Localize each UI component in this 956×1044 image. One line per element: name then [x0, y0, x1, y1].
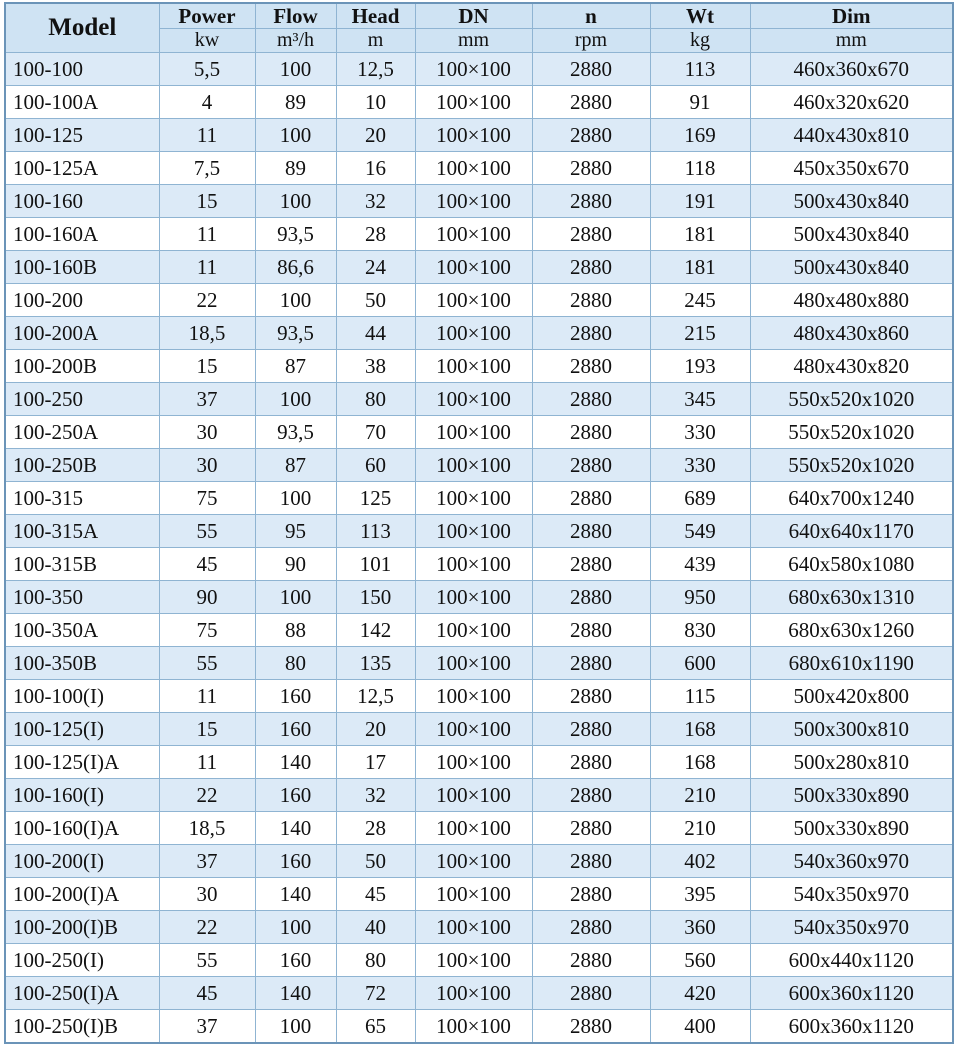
cell-flow: 100: [255, 53, 336, 86]
cell-power: 11: [159, 119, 255, 152]
cell-flow: 140: [255, 878, 336, 911]
cell-head: 113: [336, 515, 415, 548]
cell-wt: 210: [650, 779, 750, 812]
cell-flow: 160: [255, 713, 336, 746]
cell-power: 7,5: [159, 152, 255, 185]
cell-n: 2880: [532, 944, 650, 977]
cell-power: 4: [159, 86, 255, 119]
cell-wt: 210: [650, 812, 750, 845]
table-row: [5, 647, 953, 680]
table-row: [5, 581, 953, 614]
table-row: [5, 1010, 953, 1044]
cell-n: 2880: [532, 185, 650, 218]
cell-dim: 540x350x970: [750, 878, 953, 911]
cell-power: 55: [159, 515, 255, 548]
table-row: [5, 185, 953, 218]
cell-power: 11: [159, 680, 255, 713]
cell-n: 2880: [532, 284, 650, 317]
cell-head: 17: [336, 746, 415, 779]
cell-flow: 100: [255, 119, 336, 152]
cell-dn: 100×100: [415, 548, 532, 581]
column-unit-flow: m³/h: [255, 29, 336, 53]
cell-power: 37: [159, 845, 255, 878]
cell-n: 2880: [532, 218, 650, 251]
cell-head: 80: [336, 383, 415, 416]
cell-wt: 168: [650, 713, 750, 746]
cell-dim: 480x480x880: [750, 284, 953, 317]
table-row: [5, 713, 953, 746]
cell-dim: 640x580x1080: [750, 548, 953, 581]
cell-dim: 500x430x840: [750, 218, 953, 251]
table-header: [5, 3, 953, 53]
cell-dn: 100×100: [415, 119, 532, 152]
cell-dim: 680x610x1190: [750, 647, 953, 680]
cell-flow: 93,5: [255, 416, 336, 449]
cell-model: 100-200A: [5, 317, 159, 350]
cell-flow: 90: [255, 548, 336, 581]
cell-flow: 100: [255, 383, 336, 416]
cell-n: 2880: [532, 614, 650, 647]
cell-n: 2880: [532, 581, 650, 614]
cell-n: 2880: [532, 251, 650, 284]
table-row: [5, 977, 953, 1010]
cell-dn: 100×100: [415, 350, 532, 383]
cell-head: 32: [336, 185, 415, 218]
cell-dim: 680x630x1310: [750, 581, 953, 614]
cell-wt: 400: [650, 1010, 750, 1044]
cell-power: 11: [159, 251, 255, 284]
cell-dn: 100×100: [415, 680, 532, 713]
table-row: [5, 383, 953, 416]
cell-n: 2880: [532, 86, 650, 119]
cell-dn: 100×100: [415, 746, 532, 779]
cell-power: 30: [159, 416, 255, 449]
table-row: [5, 944, 953, 977]
cell-dim: 440x430x810: [750, 119, 953, 152]
cell-wt: 420: [650, 977, 750, 1010]
cell-dim: 500x430x840: [750, 185, 953, 218]
cell-model: 100-250: [5, 383, 159, 416]
cell-n: 2880: [532, 548, 650, 581]
cell-n: 2880: [532, 383, 650, 416]
cell-n: 2880: [532, 647, 650, 680]
cell-wt: 950: [650, 581, 750, 614]
cell-power: 90: [159, 581, 255, 614]
cell-dim: 500x330x890: [750, 812, 953, 845]
cell-head: 125: [336, 482, 415, 515]
column-unit-wt: kg: [650, 29, 750, 53]
cell-head: 44: [336, 317, 415, 350]
cell-model: 100-100A: [5, 86, 159, 119]
table-row: [5, 482, 953, 515]
table-row: [5, 779, 953, 812]
column-header-dn: DN: [415, 3, 532, 29]
cell-wt: 330: [650, 449, 750, 482]
cell-wt: 115: [650, 680, 750, 713]
cell-wt: 395: [650, 878, 750, 911]
cell-n: 2880: [532, 845, 650, 878]
cell-model: 100-315: [5, 482, 159, 515]
cell-flow: 100: [255, 911, 336, 944]
cell-head: 70: [336, 416, 415, 449]
cell-head: 45: [336, 878, 415, 911]
cell-dn: 100×100: [415, 152, 532, 185]
cell-head: 10: [336, 86, 415, 119]
cell-model: 100-125: [5, 119, 159, 152]
cell-dn: 100×100: [415, 449, 532, 482]
cell-n: 2880: [532, 1010, 650, 1044]
column-header-head: Head: [336, 3, 415, 29]
cell-dim: 600x440x1120: [750, 944, 953, 977]
cell-wt: 169: [650, 119, 750, 152]
cell-model: 100-200(I): [5, 845, 159, 878]
column-unit-head: m: [336, 29, 415, 53]
table-row: [5, 152, 953, 185]
table-row: [5, 86, 953, 119]
cell-n: 2880: [532, 515, 650, 548]
cell-flow: 87: [255, 350, 336, 383]
cell-dn: 100×100: [415, 812, 532, 845]
cell-wt: 245: [650, 284, 750, 317]
cell-power: 11: [159, 218, 255, 251]
cell-model: 100-100: [5, 53, 159, 86]
table-row: [5, 350, 953, 383]
cell-wt: 360: [650, 911, 750, 944]
table-row: [5, 317, 953, 350]
cell-wt: 830: [650, 614, 750, 647]
cell-n: 2880: [532, 713, 650, 746]
cell-dim: 500x300x810: [750, 713, 953, 746]
cell-model: 100-160B: [5, 251, 159, 284]
cell-head: 20: [336, 119, 415, 152]
table-row: [5, 284, 953, 317]
cell-power: 37: [159, 1010, 255, 1044]
table-row: [5, 119, 953, 152]
cell-dim: 450x350x670: [750, 152, 953, 185]
cell-n: 2880: [532, 152, 650, 185]
cell-flow: 140: [255, 746, 336, 779]
cell-wt: 330: [650, 416, 750, 449]
cell-wt: 91: [650, 86, 750, 119]
cell-model: 100-200B: [5, 350, 159, 383]
cell-model: 100-100(I): [5, 680, 159, 713]
column-header-dim: Dim: [750, 3, 953, 29]
cell-n: 2880: [532, 449, 650, 482]
cell-flow: 160: [255, 845, 336, 878]
cell-n: 2880: [532, 53, 650, 86]
cell-dim: 600x360x1120: [750, 977, 953, 1010]
cell-dim: 640x640x1170: [750, 515, 953, 548]
cell-model: 100-125(I)A: [5, 746, 159, 779]
pump-specification-table: [4, 2, 954, 1044]
cell-n: 2880: [532, 911, 650, 944]
cell-n: 2880: [532, 878, 650, 911]
table-row: [5, 812, 953, 845]
cell-power: 30: [159, 449, 255, 482]
cell-flow: 100: [255, 1010, 336, 1044]
cell-wt: 181: [650, 251, 750, 284]
table-row: [5, 614, 953, 647]
cell-dn: 100×100: [415, 581, 532, 614]
cell-model: 100-350A: [5, 614, 159, 647]
cell-head: 40: [336, 911, 415, 944]
cell-wt: 193: [650, 350, 750, 383]
cell-wt: 168: [650, 746, 750, 779]
cell-n: 2880: [532, 977, 650, 1010]
table-row: [5, 218, 953, 251]
cell-dn: 100×100: [415, 977, 532, 1010]
cell-head: 80: [336, 944, 415, 977]
cell-dim: 500x430x840: [750, 251, 953, 284]
cell-power: 5,5: [159, 53, 255, 86]
cell-flow: 140: [255, 812, 336, 845]
column-header-power: Power: [159, 3, 255, 29]
cell-power: 55: [159, 944, 255, 977]
cell-flow: 100: [255, 581, 336, 614]
column-unit-dn: mm: [415, 29, 532, 53]
cell-dim: 480x430x820: [750, 350, 953, 383]
cell-wt: 215: [650, 317, 750, 350]
cell-dn: 100×100: [415, 647, 532, 680]
cell-model: 100-160A: [5, 218, 159, 251]
table-row: [5, 449, 953, 482]
cell-dn: 100×100: [415, 185, 532, 218]
cell-dn: 100×100: [415, 251, 532, 284]
table-body: [5, 53, 953, 1044]
cell-n: 2880: [532, 482, 650, 515]
cell-flow: 89: [255, 152, 336, 185]
cell-flow: 100: [255, 482, 336, 515]
cell-model: 100-315A: [5, 515, 159, 548]
cell-flow: 160: [255, 944, 336, 977]
cell-power: 45: [159, 548, 255, 581]
cell-power: 18,5: [159, 812, 255, 845]
column-unit-dim: mm: [750, 29, 953, 53]
cell-dim: 680x630x1260: [750, 614, 953, 647]
cell-dim: 460x360x670: [750, 53, 953, 86]
cell-wt: 402: [650, 845, 750, 878]
cell-model: 100-200: [5, 284, 159, 317]
cell-power: 75: [159, 614, 255, 647]
cell-wt: 118: [650, 152, 750, 185]
table-row: [5, 680, 953, 713]
cell-model: 100-350: [5, 581, 159, 614]
cell-dim: 500x330x890: [750, 779, 953, 812]
cell-dn: 100×100: [415, 779, 532, 812]
cell-wt: 345: [650, 383, 750, 416]
table-row: [5, 845, 953, 878]
cell-wt: 113: [650, 53, 750, 86]
cell-dim: 500x420x800: [750, 680, 953, 713]
cell-dn: 100×100: [415, 416, 532, 449]
cell-power: 37: [159, 383, 255, 416]
cell-dn: 100×100: [415, 53, 532, 86]
cell-wt: 191: [650, 185, 750, 218]
cell-flow: 80: [255, 647, 336, 680]
cell-model: 100-250(I)B: [5, 1010, 159, 1044]
table-row: [5, 515, 953, 548]
cell-n: 2880: [532, 317, 650, 350]
column-header-model: Model: [5, 3, 159, 53]
column-unit-n: rpm: [532, 29, 650, 53]
column-header-flow: Flow: [255, 3, 336, 29]
cell-n: 2880: [532, 812, 650, 845]
cell-wt: 689: [650, 482, 750, 515]
column-header-n: n: [532, 3, 650, 29]
cell-wt: 181: [650, 218, 750, 251]
column-unit-power: kw: [159, 29, 255, 53]
cell-flow: 95: [255, 515, 336, 548]
cell-power: 75: [159, 482, 255, 515]
cell-dn: 100×100: [415, 944, 532, 977]
cell-head: 60: [336, 449, 415, 482]
cell-head: 101: [336, 548, 415, 581]
cell-model: 100-200(I)A: [5, 878, 159, 911]
cell-dim: 640x700x1240: [750, 482, 953, 515]
cell-wt: 560: [650, 944, 750, 977]
cell-dn: 100×100: [415, 845, 532, 878]
cell-dim: 550x520x1020: [750, 449, 953, 482]
cell-model: 100-160: [5, 185, 159, 218]
table-row: [5, 911, 953, 944]
cell-n: 2880: [532, 416, 650, 449]
cell-head: 28: [336, 218, 415, 251]
cell-model: 100-250(I)A: [5, 977, 159, 1010]
cell-dn: 100×100: [415, 515, 532, 548]
cell-power: 11: [159, 746, 255, 779]
cell-head: 12,5: [336, 680, 415, 713]
cell-dim: 500x280x810: [750, 746, 953, 779]
cell-power: 15: [159, 350, 255, 383]
cell-power: 18,5: [159, 317, 255, 350]
table-row: [5, 548, 953, 581]
cell-dn: 100×100: [415, 284, 532, 317]
cell-flow: 88: [255, 614, 336, 647]
cell-n: 2880: [532, 119, 650, 152]
cell-power: 22: [159, 284, 255, 317]
cell-n: 2880: [532, 746, 650, 779]
cell-head: 28: [336, 812, 415, 845]
cell-model: 100-250A: [5, 416, 159, 449]
cell-dn: 100×100: [415, 713, 532, 746]
cell-flow: 89: [255, 86, 336, 119]
cell-model: 100-200(I)B: [5, 911, 159, 944]
cell-flow: 100: [255, 185, 336, 218]
cell-wt: 439: [650, 548, 750, 581]
cell-n: 2880: [532, 350, 650, 383]
cell-head: 142: [336, 614, 415, 647]
cell-dn: 100×100: [415, 86, 532, 119]
table-row: [5, 878, 953, 911]
cell-power: 55: [159, 647, 255, 680]
cell-wt: 549: [650, 515, 750, 548]
cell-dim: 540x350x970: [750, 911, 953, 944]
header-row-labels: [5, 3, 953, 29]
table-row: [5, 416, 953, 449]
cell-n: 2880: [532, 680, 650, 713]
table-row: [5, 53, 953, 86]
cell-head: 16: [336, 152, 415, 185]
cell-flow: 86,6: [255, 251, 336, 284]
cell-dn: 100×100: [415, 614, 532, 647]
cell-head: 50: [336, 284, 415, 317]
cell-dn: 100×100: [415, 911, 532, 944]
cell-flow: 100: [255, 284, 336, 317]
cell-model: 100-315B: [5, 548, 159, 581]
cell-flow: 160: [255, 680, 336, 713]
cell-dim: 460x320x620: [750, 86, 953, 119]
cell-head: 24: [336, 251, 415, 284]
cell-power: 45: [159, 977, 255, 1010]
cell-model: 100-125A: [5, 152, 159, 185]
cell-dn: 100×100: [415, 317, 532, 350]
cell-model: 100-125(I): [5, 713, 159, 746]
cell-dim: 540x360x970: [750, 845, 953, 878]
cell-dn: 100×100: [415, 218, 532, 251]
cell-power: 15: [159, 185, 255, 218]
cell-dim: 550x520x1020: [750, 416, 953, 449]
cell-head: 32: [336, 779, 415, 812]
cell-power: 22: [159, 779, 255, 812]
cell-model: 100-250(I): [5, 944, 159, 977]
cell-flow: 93,5: [255, 317, 336, 350]
cell-dn: 100×100: [415, 1010, 532, 1044]
cell-head: 12,5: [336, 53, 415, 86]
cell-head: 38: [336, 350, 415, 383]
cell-dim: 550x520x1020: [750, 383, 953, 416]
cell-dn: 100×100: [415, 383, 532, 416]
cell-wt: 600: [650, 647, 750, 680]
cell-head: 150: [336, 581, 415, 614]
cell-dn: 100×100: [415, 878, 532, 911]
cell-n: 2880: [532, 779, 650, 812]
cell-flow: 160: [255, 779, 336, 812]
cell-head: 50: [336, 845, 415, 878]
table-row: [5, 746, 953, 779]
cell-power: 22: [159, 911, 255, 944]
cell-head: 72: [336, 977, 415, 1010]
table-row: [5, 251, 953, 284]
cell-flow: 93,5: [255, 218, 336, 251]
cell-flow: 140: [255, 977, 336, 1010]
cell-head: 135: [336, 647, 415, 680]
cell-dn: 100×100: [415, 482, 532, 515]
cell-power: 15: [159, 713, 255, 746]
cell-power: 30: [159, 878, 255, 911]
cell-dim: 600x360x1120: [750, 1010, 953, 1044]
cell-model: 100-160(I)A: [5, 812, 159, 845]
cell-flow: 87: [255, 449, 336, 482]
cell-dim: 480x430x860: [750, 317, 953, 350]
cell-model: 100-350B: [5, 647, 159, 680]
cell-model: 100-160(I): [5, 779, 159, 812]
cell-head: 65: [336, 1010, 415, 1044]
cell-head: 20: [336, 713, 415, 746]
cell-model: 100-250B: [5, 449, 159, 482]
column-header-wt: Wt: [650, 3, 750, 29]
